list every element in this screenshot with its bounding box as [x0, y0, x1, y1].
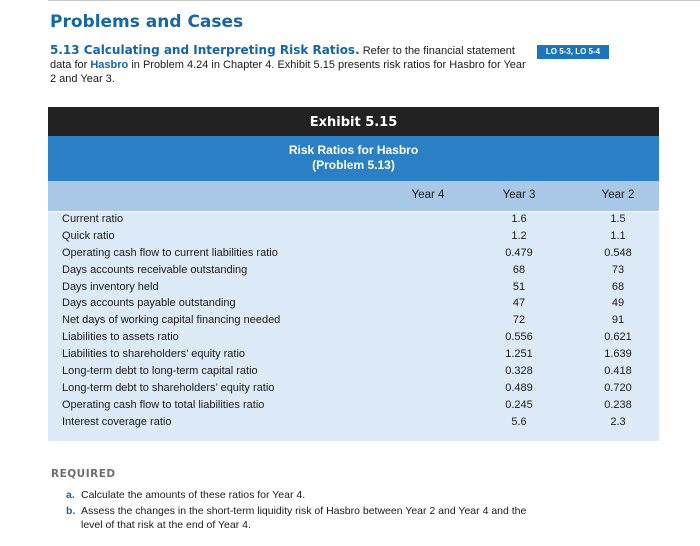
year2-value: 1.5 [610, 213, 626, 225]
year3-value: 0.328 [505, 365, 533, 378]
year2-value: 0.238 [604, 398, 632, 411]
table-row [48, 414, 659, 431]
year3-value: 0.489 [505, 381, 533, 394]
year2-value: 0.621 [604, 331, 632, 344]
top-divider [48, 0, 700, 1]
year2-value: 68 [611, 280, 625, 293]
table-row [48, 228, 659, 245]
ratio-label: Current ratio [62, 213, 124, 225]
year3-value: 1.6 [511, 213, 527, 225]
required-item [66, 488, 536, 502]
year2-value: 49 [611, 297, 625, 310]
required-heading: REQUIRED [51, 468, 116, 480]
year2-value: 0.418 [604, 365, 632, 378]
column-header-row [48, 181, 659, 212]
ratio-label: Liabilities to shareholders’ equity ratio [62, 348, 246, 361]
problem-number: 5.13 Calculating and Interpreting Risk Ratios. [50, 43, 360, 57]
ratio-label: Days accounts payable outstanding [62, 297, 236, 310]
exhibit-subtitle-line2: (Problem 5.13) [312, 158, 395, 172]
column-header-year3: Year 3 [502, 189, 536, 201]
ratio-rows [48, 211, 659, 431]
year3-value: 51 [512, 280, 526, 293]
company-name: Hasbro [90, 59, 129, 71]
year2-value: 2.3 [610, 415, 626, 428]
year3-value: 47 [512, 297, 526, 310]
year3-value: 72 [512, 314, 526, 327]
year3-value: 1.251 [505, 348, 533, 361]
exhibit-subtitle-line1: Risk Ratios for Hasbro [288, 143, 419, 157]
section-heading: Problems and Cases [50, 12, 244, 32]
exhibit-title: Exhibit 5.15 [48, 107, 659, 136]
required-item [66, 504, 536, 532]
item-letter: b. [66, 505, 76, 517]
table-row [48, 211, 659, 228]
item-letter: a. [66, 489, 75, 501]
ratio-label: Operating cash flow to current liabilities ratio [62, 246, 278, 259]
table-row [48, 279, 659, 296]
ratio-label: Days inventory held [62, 280, 159, 293]
table-row [48, 262, 659, 279]
column-header-year2: Year 2 [601, 189, 635, 201]
table-row [48, 245, 659, 262]
year2-value: 0.548 [604, 246, 632, 259]
ratio-label: Operating cash flow to total liabilities ratio [62, 398, 265, 411]
item-text: Calculate the amounts of these ratios for Year 4. [81, 489, 306, 501]
year3-value: 0.245 [505, 398, 533, 411]
column-header-year4: Year 4 [411, 189, 445, 201]
year3-value: 1.2 [511, 229, 527, 242]
table-row [48, 363, 659, 380]
ratio-label: Days accounts receivable outstanding [62, 263, 248, 276]
ratio-label: Long-term debt to long-term capital ratio [62, 365, 258, 378]
ratio-label: Net days of working capital financing needed [62, 314, 281, 327]
year3-value: 0.556 [505, 331, 533, 344]
year3-value: 0.479 [505, 246, 533, 259]
learning-objective-badge: LO 5-3, LO 5-4 [537, 45, 609, 59]
year2-value: 1.1 [610, 229, 626, 242]
year3-value: 5.6 [511, 415, 527, 428]
year3-value: 68 [512, 263, 526, 276]
ratio-label: Long-term debt to shareholders’ equity ratio [62, 381, 275, 394]
item-text: Assess the changes in the short-term liquidity risk of Hasbro between Year 2 and Year 4 and the level of that risk at the end of Year 4. [81, 505, 527, 531]
ratio-label: Interest coverage ratio [62, 415, 172, 428]
ratio-label: Quick ratio [62, 229, 115, 242]
problem-text-before: Refer to the financial statement data for [50, 45, 515, 71]
year2-value: 0.720 [604, 381, 632, 394]
table-row [48, 329, 659, 346]
year2-value: 73 [611, 263, 625, 276]
exhibit-table [48, 107, 659, 441]
year2-value: 91 [611, 314, 625, 327]
ratio-label: Liabilities to assets ratio [62, 331, 179, 344]
year2-value: 1.639 [604, 348, 632, 361]
table-row [48, 380, 659, 397]
problem-statement [50, 43, 530, 86]
table-row [48, 397, 659, 414]
table-row [48, 312, 659, 329]
required-items [66, 488, 536, 534]
exhibit-subtitle [48, 136, 659, 181]
problem-text-after: in Problem 4.24 in Chapter 4. Exhibit 5.15 presents risk ratios for Hasbro for Year 2 and Year 3. [50, 59, 526, 85]
table-row [48, 346, 659, 363]
table-row [48, 295, 659, 312]
